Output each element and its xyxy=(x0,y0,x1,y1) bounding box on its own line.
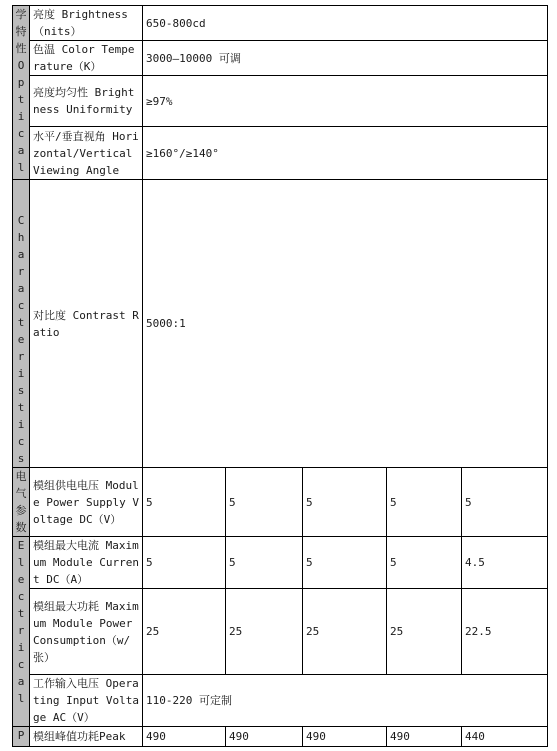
row-value: 3000—10000 可调 xyxy=(143,41,548,76)
row-value: 22.5 xyxy=(462,589,548,675)
row-value: 25 xyxy=(303,589,387,675)
group-optical-label: 学 特 性 O p t i c a l xyxy=(13,6,30,180)
row-label: 亮度 Brightness （nits） xyxy=(30,6,143,41)
row-value: 5000:1 xyxy=(143,180,548,468)
row-value: 490 xyxy=(226,727,303,747)
row-value: 25 xyxy=(143,589,226,675)
row-label: 水平/垂直视角 Horizontal/Vertical Viewing Angle xyxy=(30,127,143,180)
row-contrast xyxy=(13,180,548,468)
row-value: 5 xyxy=(387,468,462,537)
row-value: 5 xyxy=(303,537,387,589)
row-value: 110-220 可定制 xyxy=(143,675,548,727)
row-value: 490 xyxy=(387,727,462,747)
row-value: ≥160°/≥140° xyxy=(143,127,548,180)
row-value: 650-800cd xyxy=(143,6,548,41)
row-value: 5 xyxy=(143,537,226,589)
row-color-temperature xyxy=(13,41,548,76)
row-viewing-angle xyxy=(13,127,548,180)
row-label: 色温 Color Temperature（K） xyxy=(30,41,143,76)
row-value: 440 xyxy=(462,727,548,747)
row-value: ≥97% xyxy=(143,76,548,127)
row-power xyxy=(13,589,548,675)
row-current-dc xyxy=(13,537,548,589)
row-label: 模组峰值功耗Peak xyxy=(30,727,143,747)
row-value: 5 xyxy=(143,468,226,537)
group-electrical-en-label: E l e c t r i c a l xyxy=(13,537,30,727)
row-value: 25 xyxy=(226,589,303,675)
group-electrical-cn-label: 电 气 参 数 xyxy=(13,468,30,537)
row-label: 模组最大功耗 Maximum Module Power Consumption（w/张） xyxy=(30,589,143,675)
row-label: 工作输入电压 Operating Input Voltage AC（V） xyxy=(30,675,143,727)
row-value: 5 xyxy=(462,468,548,537)
row-value: 25 xyxy=(387,589,462,675)
row-value: 5 xyxy=(303,468,387,537)
row-uniformity xyxy=(13,76,548,127)
row-peak-power xyxy=(13,727,548,747)
row-value: 5 xyxy=(387,537,462,589)
row-value: 5 xyxy=(226,537,303,589)
row-label: 模组最大电流 Maximum Module Current DC（A） xyxy=(30,537,143,589)
group-characteristics-label: C h a r a c t e r i s t i c s xyxy=(13,180,30,468)
row-value: 5 xyxy=(226,468,303,537)
row-value: 4.5 xyxy=(462,537,548,589)
row-brightness xyxy=(13,6,548,41)
group-p-label: P xyxy=(13,727,30,747)
row-label: 模组供电电压 Module Power Supply Voltage DC（V） xyxy=(30,468,143,537)
row-voltage-dc xyxy=(13,468,548,537)
spec-table xyxy=(12,5,548,747)
row-value: 490 xyxy=(303,727,387,747)
row-input-voltage xyxy=(13,675,548,727)
row-label: 对比度 Contrast Ratio xyxy=(30,180,143,468)
row-value: 490 xyxy=(143,727,226,747)
row-label: 亮度均匀性 Brightness Uniformity xyxy=(30,76,143,127)
